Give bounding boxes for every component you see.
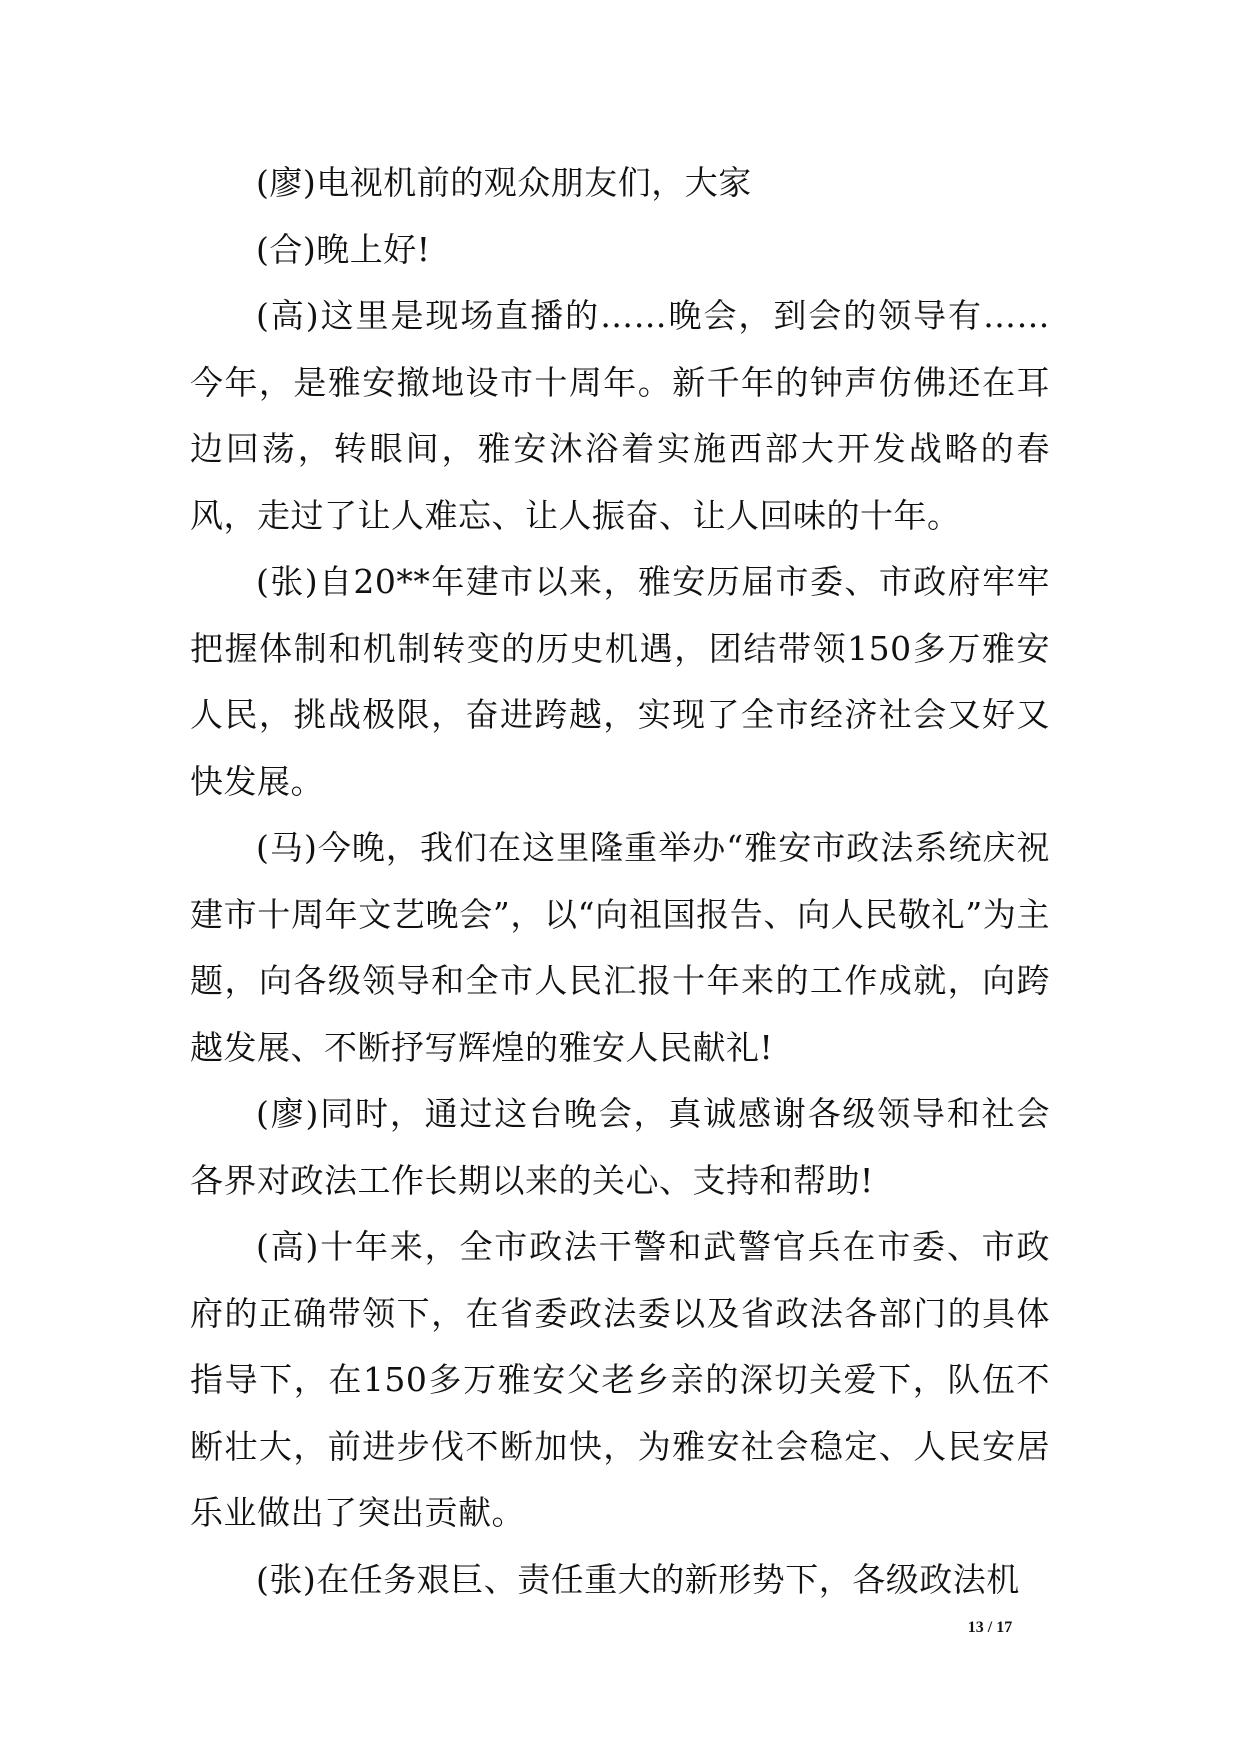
paragraph-5: (马)今晚，我们在这里隆重举办“雅安市政法系统庆祝建市十周年文艺晚会”，以“向祖国报告、向人民敬礼”为主题，向各级领导和全市人民汇报十年来的工作成就，向跨越发展、不断抒写辉煌的雅安人民献礼! xyxy=(190,828,1050,1067)
page-body xyxy=(190,150,1050,1613)
page-number: 13 / 17 xyxy=(967,1619,1013,1636)
paragraph-8: (张)在任务艰巨、责任重大的新形势下，各级政法机 xyxy=(256,1559,1020,1599)
paragraph-2: (合)晚上好! xyxy=(256,229,431,269)
paragraph-1: (廖)电视机前的观众朋友们，大家 xyxy=(256,163,752,202)
paragraph-6: (廖)同时，通过这台晚会，真诚感谢各级领导和社会各界对政法工作长期以来的关心、支持和帮助! xyxy=(190,1094,1050,1200)
paragraph-3: (高)这里是现场直播的……晚会，到会的领导有……今年，是雅安撤地设市十周年。新千年的钟声仿佛还在耳边回荡，转眼间，雅安沐浴着实施西部大开发战略的春风，走过了让人难忘、让人振奋、让人回味的十年。 xyxy=(190,296,1050,535)
paragraph-4: (张)自20**年建市以来，雅安历届市委、市政府牢牢把握体制和机制转变的历史机遇，团结带领150多万雅安人民，挑战极限，奋进跨越，实现了全市经济社会又好又快发展。 xyxy=(190,562,1050,801)
paragraph-7: (高)十年来，全市政法干警和武警官兵在市委、市政府的正确带领下，在省委政法委以及省政法各部门的具体指导下，在150多万雅安父老乡亲的深切关爱下，队伍不断壮大，前进步伐不断加快，为雅安社会稳定、人民安居乐业做出了突出贡献。 xyxy=(190,1227,1050,1532)
